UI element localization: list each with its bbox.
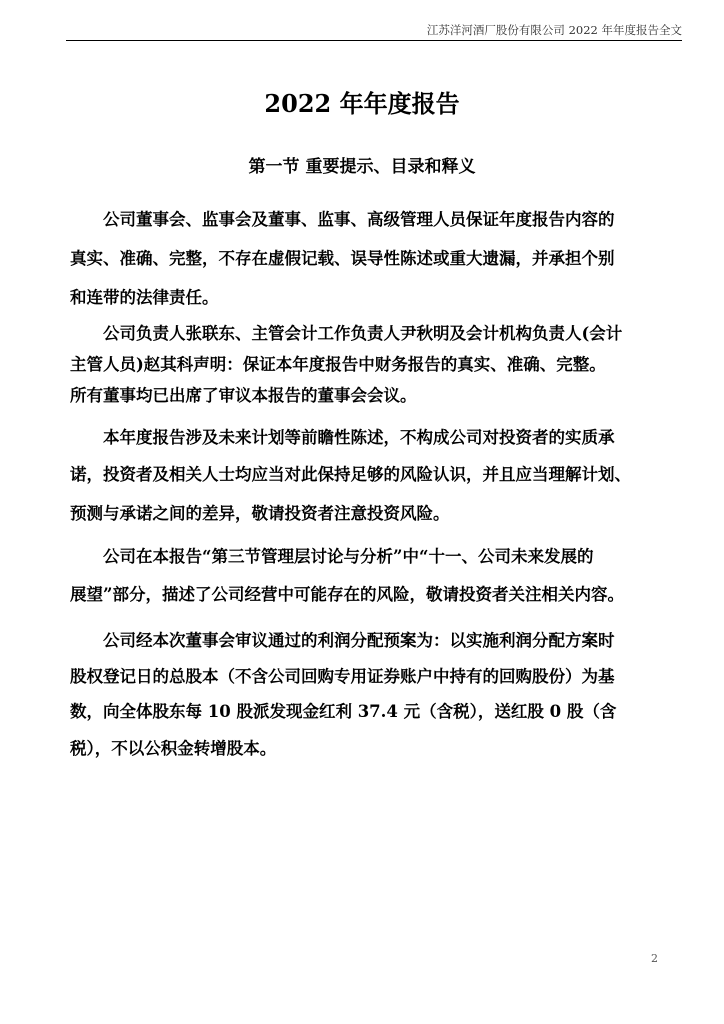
- page-number: 2: [651, 952, 658, 965]
- paragraph-line: 公司在本报告“第三节管理层讨论与分析”中“十一、公司未来发展的: [103, 547, 594, 566]
- paragraph-line: 公司董事会、监事会及董事、监事、高级管理人员保证年度报告内容的: [103, 210, 615, 229]
- paragraph-line: 真实、准确、完整，不存在虚假记载、误导性陈述或重大遗漏，并承担个别: [70, 249, 615, 268]
- header-divider: [66, 40, 682, 41]
- paragraph-line: 税），不以公积金转增股本。: [70, 739, 277, 758]
- paragraph-line: 公司负责人张联东、主管会计工作负责人尹秋明及会计机构负责人(会计: [103, 324, 623, 343]
- running-header: 江苏洋河酒厂股份有限公司 2022 年年度报告全文: [426, 23, 682, 37]
- paragraph-line: 和连带的法律责任。: [70, 288, 219, 307]
- paragraph-line: 预测与承诺之间的差异，敬请投资者注意投资风险。: [70, 504, 450, 523]
- paragraph-line: 主管人员)赵其科声明：保证本年度报告中财务报告的真实、准确、完整。: [70, 355, 606, 374]
- section-title: 第一节 重要提示、目录和释义: [248, 157, 476, 177]
- paragraph-line: 数，向全体股东每 10 股派发现金红利 37.4 元（含税），送红股 0 股（含: [70, 702, 617, 721]
- paragraph-line: 展望”部分，描述了公司经营中可能存在的风险，敬请投资者关注相关内容。: [70, 585, 624, 604]
- report-title: 2022 年年度报告: [264, 89, 460, 118]
- paragraph-line: 诺，投资者及相关人士均应当对此保持足够的风险认识，并且应当理解计划、: [70, 465, 631, 484]
- paragraph-line: 所有董事均已出席了审议本报告的董事会会议。: [70, 386, 417, 405]
- paragraph-line: 本年度报告涉及未来计划等前瞻性陈述，不构成公司对投资者的实质承: [103, 428, 615, 447]
- paragraph-line: 公司经本次董事会审议通过的利润分配预案为：以实施利润分配方案时: [103, 631, 615, 650]
- paragraph-line: 股权登记日的总股本（不含公司回购专用证券账户中持有的回购股份）为基: [70, 667, 615, 686]
